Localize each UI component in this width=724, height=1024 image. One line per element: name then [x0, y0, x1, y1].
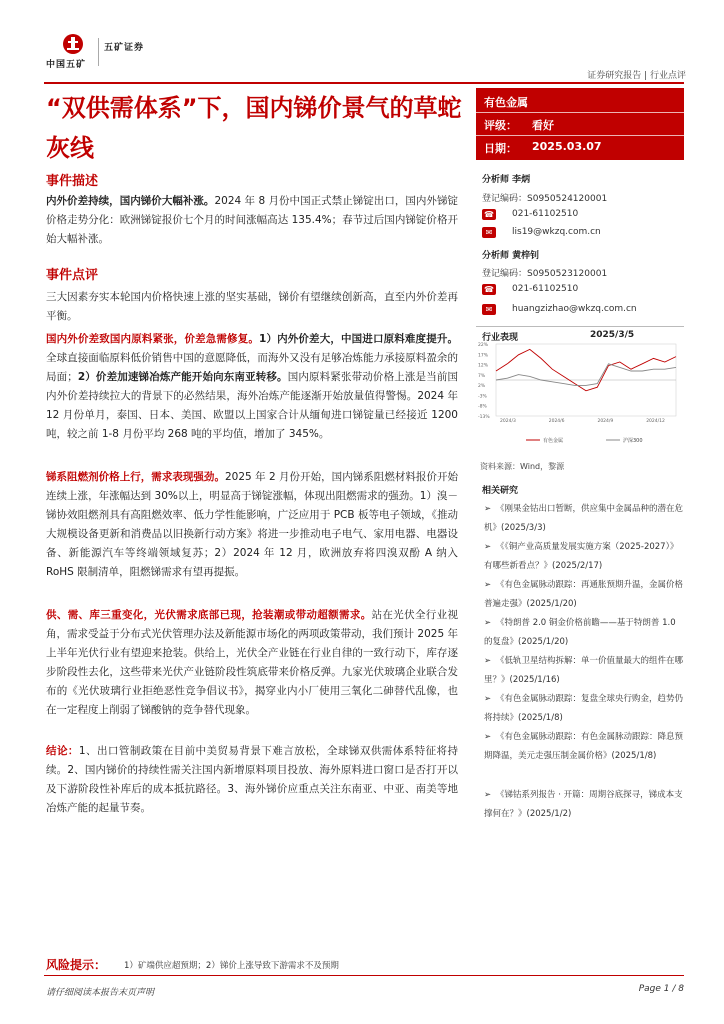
sector-label: 有色金属 — [484, 96, 528, 109]
event-desc-bold: 内外价差持续，国内锑价大幅补涨。 — [46, 195, 215, 207]
p1-bold1: 1）内外价差大，中国进口原料难度提升。 — [259, 333, 458, 345]
phone-icon: ☎ — [482, 284, 496, 295]
paragraph-conclusion — [46, 742, 458, 818]
phone-icon: ☎ — [482, 209, 496, 220]
email-icon: ✉ — [482, 304, 496, 315]
comment-intro: 三大因素夯实本轮国内价格快速上涨的坚实基础，锑价有望继续创新高，直至内外价差再平衡。 — [46, 291, 458, 322]
reg-label: 登记编码： — [482, 269, 528, 279]
logo-divider — [98, 38, 99, 66]
p4-heading: 结论： — [46, 745, 79, 757]
analyst-1-phone: 021-61102510 — [512, 209, 579, 219]
x-tick-label: 2024/12 — [646, 419, 665, 424]
analyst-2-phone: 021-61102510 — [512, 284, 579, 294]
arrow-bullet-icon: ➢ — [484, 656, 492, 666]
paragraph-price-gap — [46, 330, 458, 444]
arrow-bullet-icon: ➢ — [484, 580, 492, 590]
related-report-item[interactable] — [484, 786, 684, 824]
related-report-item[interactable] — [484, 728, 684, 766]
y-tick-label: -13% — [478, 415, 490, 420]
p4-text: 1、出口管制政策在目前中美贸易背景下难言放松，全球锑双供需体系特征将持续。2、国内锑价的持续性需关注国内新增原料项目投放、海外原料进口窗口是否打开以及下游阶段性补库后的成本抵抗路径。3、海外锑价应重点关注东南亚、中亚、南美等地冶炼产能的起量节奏。 — [46, 745, 459, 814]
header-rule — [44, 82, 684, 84]
p3-heading: 供、需、库三重变化，光伏需求底部已现，抢装潮或带动超额需求。 — [46, 609, 372, 621]
info-divider — [476, 112, 684, 113]
chart-title: 行业表现 — [482, 333, 519, 343]
info-box — [476, 88, 684, 160]
email-icon: ✉ — [482, 227, 496, 238]
p1-text2: 国内原料紧张带动价格上涨是当前国内外价差持续拉大的背景下的必然结果，海外冶炼产能逐渐开始放量值得警惕。2024 年 12 月份单月，泰国、日本、美国、欧盟以上国家合计从缅甸进口锑锭量已经接近 1200 吨，较之前 1-8 月份平均 268 吨的平均值，增加了 345%。 — [46, 371, 459, 440]
p2-heading: 锑系阻燃剂价格上行，需求表现强劲。 — [46, 471, 225, 483]
date-value: 2025.03.07 — [532, 140, 602, 153]
page-number: Page 1 / 8 — [638, 984, 684, 994]
chart-date: 2025/3/5 — [590, 330, 635, 340]
related-report-title[interactable]: 《有色金属脉动跟踪：再通胀预期升温，金属价格普遍走强》(2025/1/20) — [484, 580, 684, 609]
related-report-title[interactable]: 《锑钴系列报告 · 开篇：周期谷底探寻，锑成本支撑何在？》(2025/1/2) — [484, 790, 683, 819]
arrow-bullet-icon: ➢ — [484, 542, 492, 552]
event-desc-text: 2024 年 8 月份中国正式禁止锑锭出口，国内外锑锭价格走势分化：欧洲锑锭报价七个月的时间涨幅高达 135.4%；春节过后国内锑锭价格开始大幅补涨。 — [46, 195, 458, 245]
risk-text: 1）矿端供应超预期；2）锑价上涨导致下游需求不及预期 — [124, 961, 339, 971]
event-desc-heading: 事件描述 — [46, 174, 99, 189]
related-report-title[interactable]: 《低轨卫星结构拆解：单一价值量最大的组件在哪里？》(2025/1/16) — [484, 656, 684, 685]
paragraph-flame-retardant — [46, 468, 458, 582]
y-tick-label: -3% — [478, 394, 487, 400]
legend-label: 有色金属 — [543, 438, 564, 444]
reg-code: S0950524120001 — [527, 194, 608, 204]
series-line-1 — [496, 364, 676, 386]
analyst-1-name: 分析师 李炳 — [482, 175, 531, 185]
x-tick-label: 2024/9 — [597, 419, 614, 424]
footer-rule — [44, 975, 684, 976]
related-report-item[interactable] — [484, 576, 684, 614]
date-label: 日期： — [484, 142, 517, 155]
analyst-1-email[interactable]: lis19@wkzq.com.cn — [512, 227, 601, 237]
related-report-item[interactable] — [484, 690, 684, 728]
arrow-bullet-icon: ➢ — [484, 618, 492, 628]
p1-text1: 全球直接面临原料低价销售中国的意愿降低，而海外又没有足够冶炼能力承接原料盈余的局面； — [46, 352, 458, 383]
x-tick-label: 2024/6 — [548, 419, 565, 424]
arrow-bullet-icon: ➢ — [484, 732, 492, 742]
related-report-title[interactable]: 《刚果金钴出口暂断，供应集中金属品种的潜在危机》(2025/3/3) — [484, 504, 684, 533]
related-report-item[interactable] — [484, 614, 684, 652]
info-divider — [476, 135, 684, 136]
related-report-item[interactable] — [484, 538, 684, 576]
y-tick-label: 2% — [478, 384, 486, 390]
p1-heading: 国内外价差致国内原料紧张，价差急需修复。 — [46, 333, 259, 345]
rating-label: 评级： — [484, 119, 517, 132]
related-report-item[interactable] — [484, 652, 684, 690]
reg-code: S0950523120001 — [527, 269, 608, 279]
p3-text: 站在光伏全行业视角，需求受益于分布式光伏管理办法及新能源市场化的两项政策带动，我们预计 2025 年上半年光伏行业有望迎来抢装。供给上，光伏全产业链在行业自律的一致行动下，库存逐步阶段性去化，这些带来光伏产业链阶段性筑底带来价格反弹。九家光伏玻璃企业联合发布的《光伏玻璃行业拒绝恶性竞争倡议书》，揭穿业内小厂使用三氧化二砷替代乱像，也在一定程度上削弱了锑酸钠的竞争替代现象。 — [46, 609, 459, 716]
y-tick-label: 12% — [478, 363, 489, 369]
x-tick-label: 2024/3 — [500, 419, 516, 424]
related-report-title[interactable]: 《有色金属脉动跟踪：复盘全球央行购金，趋势仍将持续》(2025/1/8) — [484, 694, 684, 723]
y-tick-label: 17% — [478, 353, 489, 359]
related-heading: 相关研究 — [482, 486, 519, 496]
report-title: “双供需体系”下，国内锑价景气的草蛇灰线 — [46, 94, 462, 162]
company-name: 中国五矿 — [46, 60, 87, 70]
arrow-bullet-icon: ➢ — [484, 694, 492, 704]
analyst-1-reg — [482, 191, 607, 204]
rating-value: 看好 — [532, 119, 554, 132]
chart-source: 资料来源：Wind，黎源 — [480, 462, 565, 471]
company-logo-icon — [62, 33, 84, 55]
analyst-2-email[interactable]: huangzizhao@wkzq.com.cn — [512, 304, 637, 314]
analyst-2-reg — [482, 266, 607, 279]
document-type: 证券研究报告 | 行业点评 — [587, 71, 686, 81]
p2-text: 2025 年 2 月份开始，国内锑系阻燃材料报价开始连续上涨，年涨幅达到 30%以上，明显高于锑锭涨幅，体现出阻燃需求的强劲。1）溴－锑协效阻燃剂具有高阻燃效率、低力学性能影响，广泛应用于 PCB 板等电子领域，《推动大规模设备更新和消费品以旧换新行动方案》将进一步推动电子电气、家用电器、电器设备、新能源汽车等终端领域复苏；2）2024 年 12 月，欧洲放弃将四溴双酚 A 纳入 RoHS 限制清单，阻燃锑需求有望再提振。 — [46, 471, 458, 578]
industry-performance-chart — [476, 340, 684, 452]
related-report-title[interactable]: 《《铜产业高质量发展实施方案（2025-2027）》有哪些新看点？》(2025/2/17) — [484, 542, 679, 571]
disclaimer-note: 请仔细阅读本报告末页声明 — [46, 988, 155, 998]
event-desc-paragraph — [46, 192, 458, 249]
securities-name: 五矿证券 — [104, 43, 145, 53]
related-report-item[interactable] — [484, 500, 684, 538]
reg-label: 登记编码： — [482, 194, 528, 204]
arrow-bullet-icon: ➢ — [484, 790, 492, 800]
arrow-bullet-icon: ➢ — [484, 504, 492, 514]
risk-label: 风险提示： — [46, 958, 107, 972]
legend-label: 沪深300 — [623, 438, 643, 444]
y-tick-label: 7% — [478, 373, 486, 379]
related-report-title[interactable]: 《有色金属脉动跟踪：有色金属脉动跟踪：降息预期降温，美元走强压制金属价格》(2025/1/8) — [484, 732, 684, 761]
related-report-title[interactable]: 《特朗普 2.0 铜金价格前瞻——基于特朗普 1.0 的复盘》(2025/1/20) — [484, 618, 676, 647]
y-tick-label: 22% — [478, 343, 489, 348]
y-tick-label: -8% — [478, 404, 487, 410]
p1-bold2: 2）价差加速锑冶炼产能开始向东南亚转移。 — [77, 371, 288, 383]
analyst-2-name: 分析师 黄梓钊 — [482, 251, 540, 261]
paragraph-photovoltaic — [46, 606, 458, 720]
chart-rule — [476, 326, 684, 327]
comment-heading: 事件点评 — [46, 268, 99, 283]
